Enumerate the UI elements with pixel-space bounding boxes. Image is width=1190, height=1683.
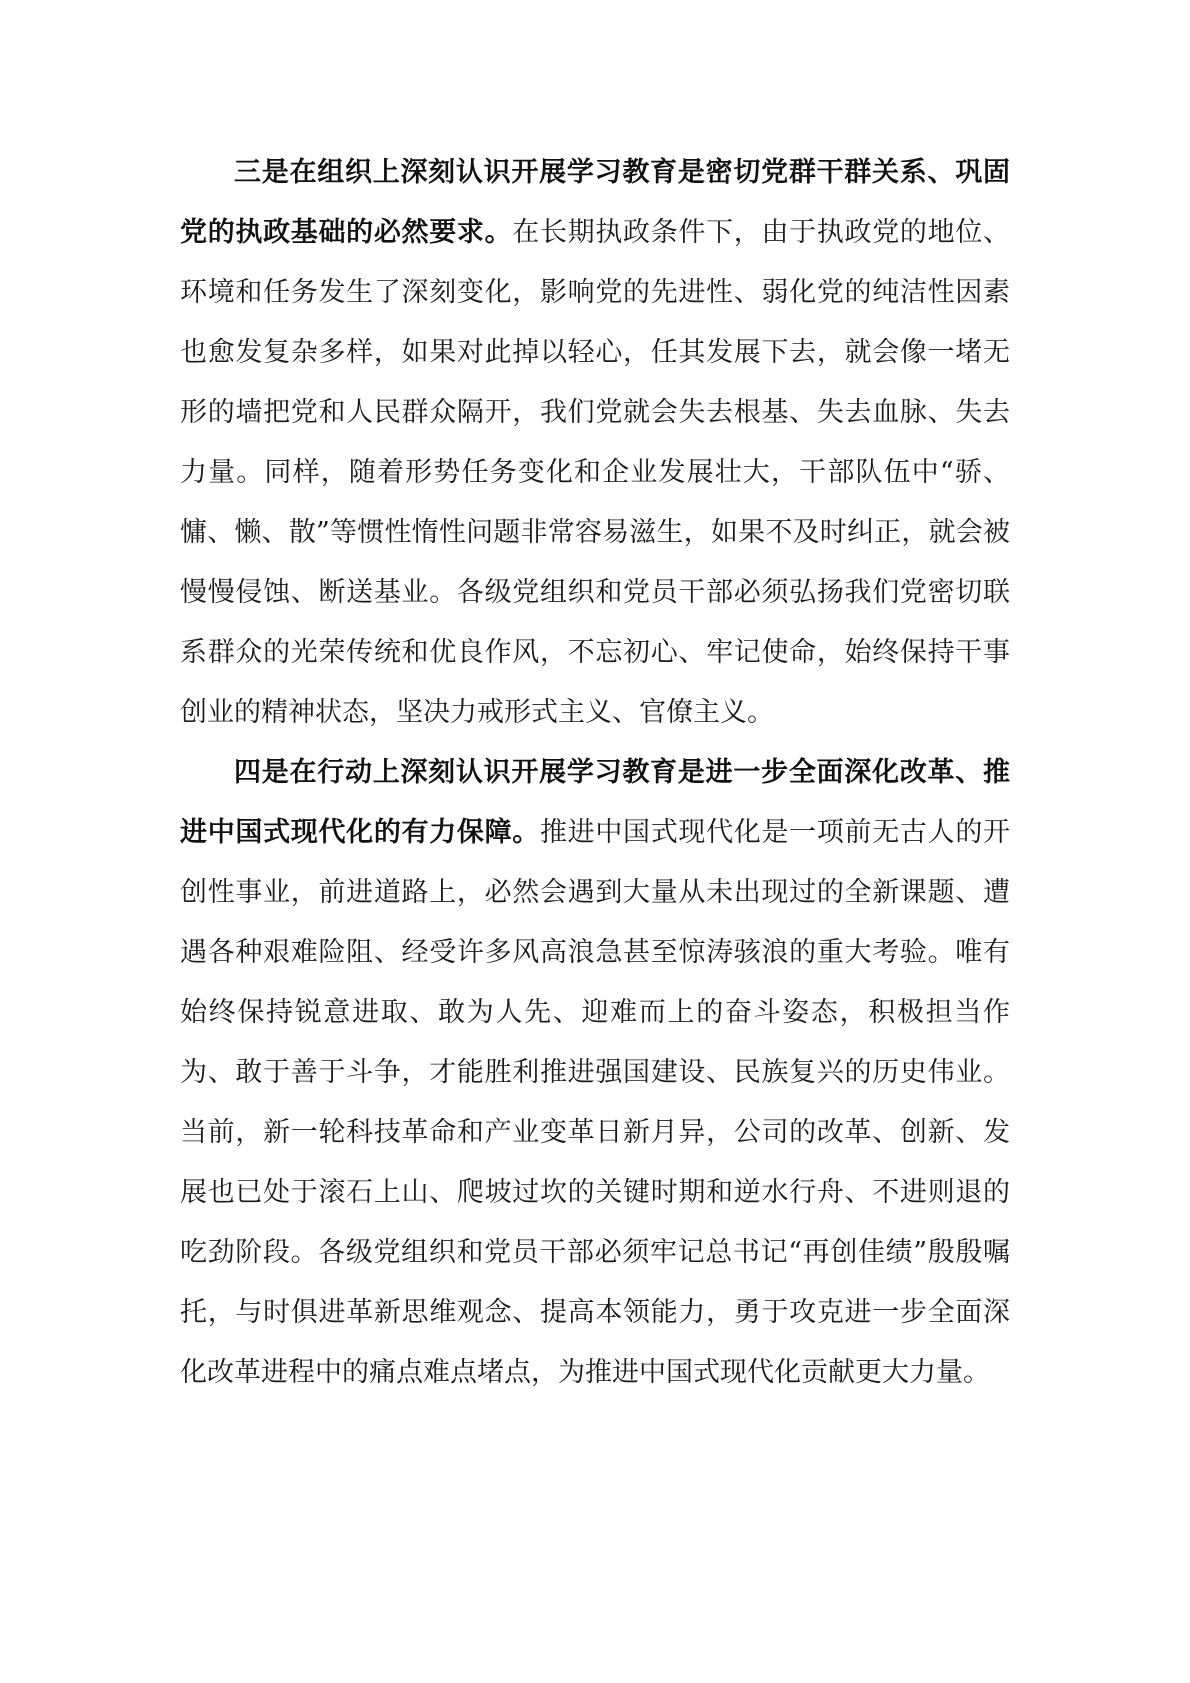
paragraph-4-body: 推进中国式现代化是一项前无古人的开创性事业，前进道路上，必然会遇到大量从未出现过的全新课题、遭遇各种艰难险阻、经受许多风高浪急甚至惊涛骇浪的重大考验。唯有始终保持锐意进取、敢为人先、迎难而上的奋斗姿态，积极担当作为、敢于善于斗争，才能胜利推进强国建设、民族复兴的历史伟业。当前，新一轮科技革命和产业变革日新月异，公司的改革、创新、发展也已处于滚石上山、爬坡过坎的关键时期和逆水行舟、不进则退的吃劲阶段。各级党组织和党员干部必须牢记总书记“再创佳绩”殷殷嘱托，与时俱进革新思维观念、提高本领能力，勇于攻克进一步全面深化改革进程中的痛点难点堵点，为推进中国式现代化贡献更大力量。	[180, 817, 1011, 1388]
document-body	[180, 143, 1010, 1403]
paragraph-3	[180, 143, 1010, 743]
paragraph-4-lead: 四是在行动上深刻认识开展学习教育是进一步全面深化改革、推进中国式现代化的有力保障。	[180, 757, 1010, 848]
paragraph-3-lead: 三是在组织上深刻认识开展学习教育是密切党群干群关系、巩固党的执政基础的必然要求。	[180, 157, 1010, 248]
paragraph-3-body: 在长期执政条件下，由于执政党的地位、环境和任务发生了深刻变化，影响党的先进性、弱化党的纯洁性因素也愈发复杂多样，如果对此掉以轻心，任其发展下去，就会像一堵无形的墙把党和人民群众隔开，我们党就会失去根基、失去血脉、失去力量。同样，随着形势任务变化和企业发展壮大，干部队伍中“骄、慵、懒、散”等惯性惰性问题非常容易滋生，如果不及时纠正，就会被慢慢侵蚀、断送基业。各级党组织和党员干部必须弘扬我们党密切联系群众的光荣传统和优良作风，不忘初心、牢记使命，始终保持干事创业的精神状态，坚决力戒形式主义、官僚主义。	[180, 217, 1011, 728]
paragraph-4	[180, 743, 1010, 1403]
